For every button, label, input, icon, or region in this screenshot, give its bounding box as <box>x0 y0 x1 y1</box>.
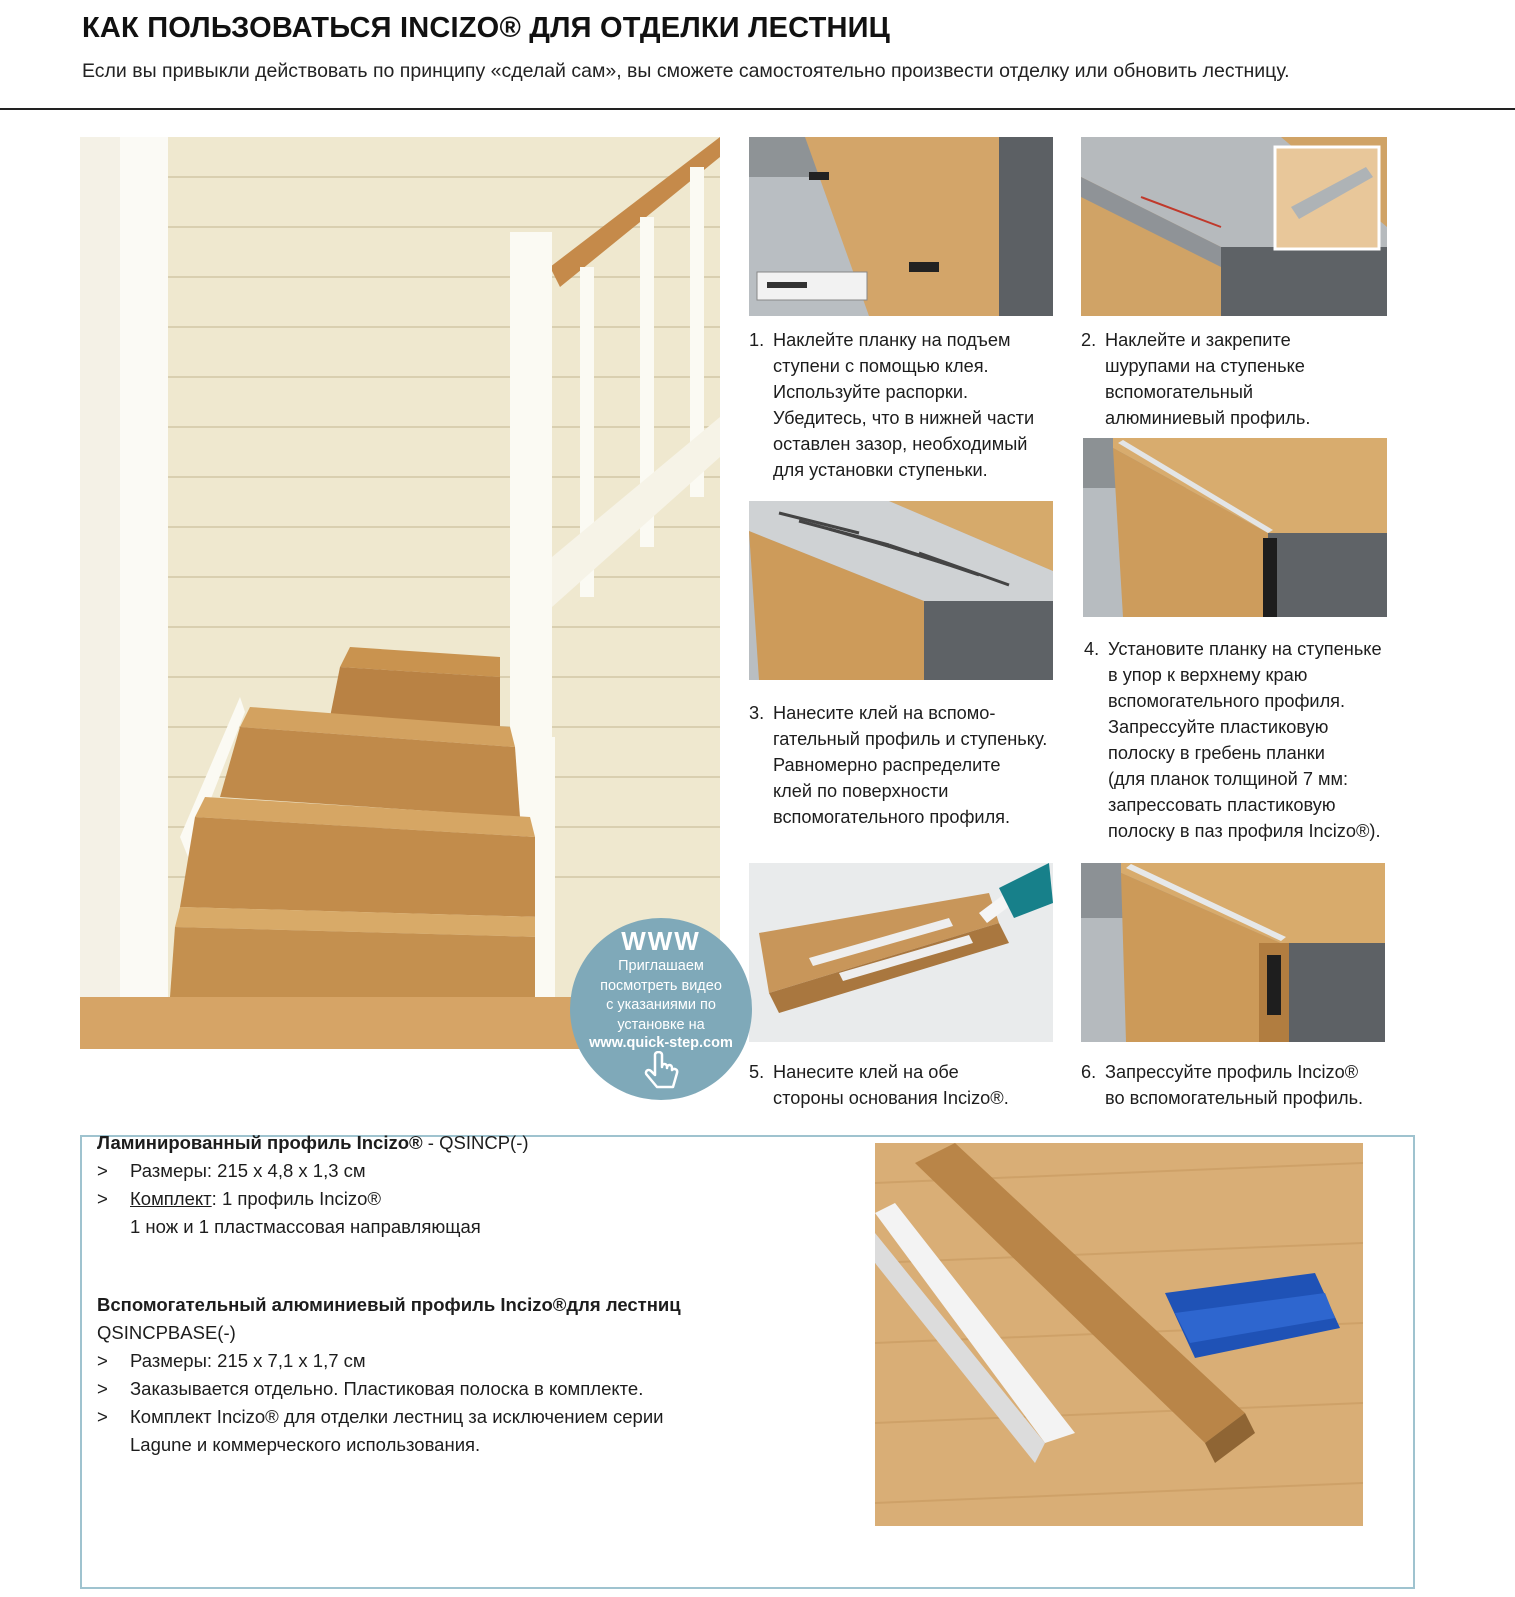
step-6-text <box>1081 1059 1411 1111</box>
step-3-description: Нанесите клей на вспомо- гательный профиль и ступеньку. Равномерно распределите клей по поверхности вспомогательного профиля. <box>773 703 1048 827</box>
laminated-kit-label: Комплект <box>130 1188 212 1209</box>
step-5-number: 5. <box>749 1062 765 1082</box>
header-divider <box>0 108 1515 110</box>
aluminium-profile-info <box>97 1291 697 1459</box>
page-title: КАК ПОЛЬЗОВАТЬСЯ INCIZO® ДЛЯ ОТДЕЛКИ ЛЕСТНИЦ <box>82 12 891 44</box>
step-3-number: 3. <box>749 703 765 723</box>
laminated-profile-name: Ламинированный профиль Incizo® <box>97 1132 423 1153</box>
bullet-arrow: > <box>97 1378 108 1399</box>
bullet-arrow: > <box>97 1188 108 1209</box>
step-2-description: Наклейте и закрепите шурупами на ступеньке вспомогательный алюминиевый профиль. <box>1105 330 1311 428</box>
step-3-image <box>749 501 1053 680</box>
video-badge[interactable] <box>570 918 752 1100</box>
bullet-arrow: > <box>97 1160 108 1181</box>
step-1-number: 1. <box>749 330 765 350</box>
step-2-text <box>1081 327 1411 431</box>
badge-www: WWW <box>621 926 701 956</box>
aluminium-profile-name: Вспомогательный алюминиевый профиль Incizo®для лестниц <box>97 1294 681 1315</box>
aluminium-profile-size: Размеры: 215 x 7,1 x 1,7 см <box>130 1350 366 1371</box>
step-6-number: 6. <box>1081 1062 1097 1082</box>
step-6-description: Запрессуйте профиль Incizo® во вспомогательный профиль. <box>1105 1062 1364 1108</box>
laminated-profile-code: - QSINCP(-) <box>422 1132 529 1153</box>
product-photo <box>875 1143 1363 1526</box>
step-5-image <box>749 863 1053 1042</box>
step-4-number: 4. <box>1084 639 1100 659</box>
step-2-number: 2. <box>1081 330 1097 350</box>
step-1-image <box>749 137 1053 316</box>
laminated-profile-info <box>97 1129 777 1241</box>
step-5-description: Нанесите клей на обе стороны основания Incizo®. <box>773 1062 1009 1108</box>
aluminium-profile-code: QSINCPBASE(-) <box>97 1322 236 1343</box>
step-3-text <box>749 700 1069 830</box>
hand-pointer-icon <box>641 1051 681 1095</box>
step-4-text <box>1084 636 1414 844</box>
step-4-description: Установите планку на ступеньке в упор к верхнему краю вспомогательного профиля. Запрессуйте пластиковую полоску в гребень планки (для планок толщиной 7 мм: запрессовать пластиковую полоску в паз профиля Incizo®). <box>1108 639 1382 841</box>
aluminium-order-note: Заказывается отдельно. Пластиковая полоска в комплекте. <box>130 1378 644 1399</box>
step-4-image <box>1083 438 1387 617</box>
step-1-description: Наклейте планку на подъем ступени с помощью клея. Используйте распорки. Убедитесь, что в нижней части оставлен зазор, необходимый для установки ступеньки. <box>773 330 1035 480</box>
page-subtitle: Если вы привыкли действовать по принципу «сделай сам», вы сможете самостоятельно произвести отделку или обновить лестницу. <box>82 60 1290 82</box>
badge-url-link[interactable]: www.quick-step.com <box>589 1035 733 1051</box>
laminated-profile-size: Размеры: 215 x 4,8 x 1,3 см <box>130 1160 366 1181</box>
staircase-photo <box>80 137 720 1049</box>
step-1-text <box>749 327 1069 483</box>
laminated-kit-value: : 1 профиль Incizo® <box>211 1188 382 1209</box>
laminated-kit-line2: 1 нож и 1 пластмассовая направляющая <box>130 1216 481 1237</box>
step-5-text <box>749 1059 1069 1111</box>
badge-text: Приглашаем посмотреть видео с указаниями по установке на <box>600 958 722 1033</box>
aluminium-kit-note: Комплект Incizo® для отделки лестниц за исключением серии Lagune и коммерческого использования. <box>130 1406 664 1455</box>
bullet-arrow: > <box>97 1350 108 1371</box>
step-2-image <box>1081 137 1387 316</box>
step-6-image <box>1081 863 1385 1042</box>
bullet-arrow: > <box>97 1406 108 1427</box>
